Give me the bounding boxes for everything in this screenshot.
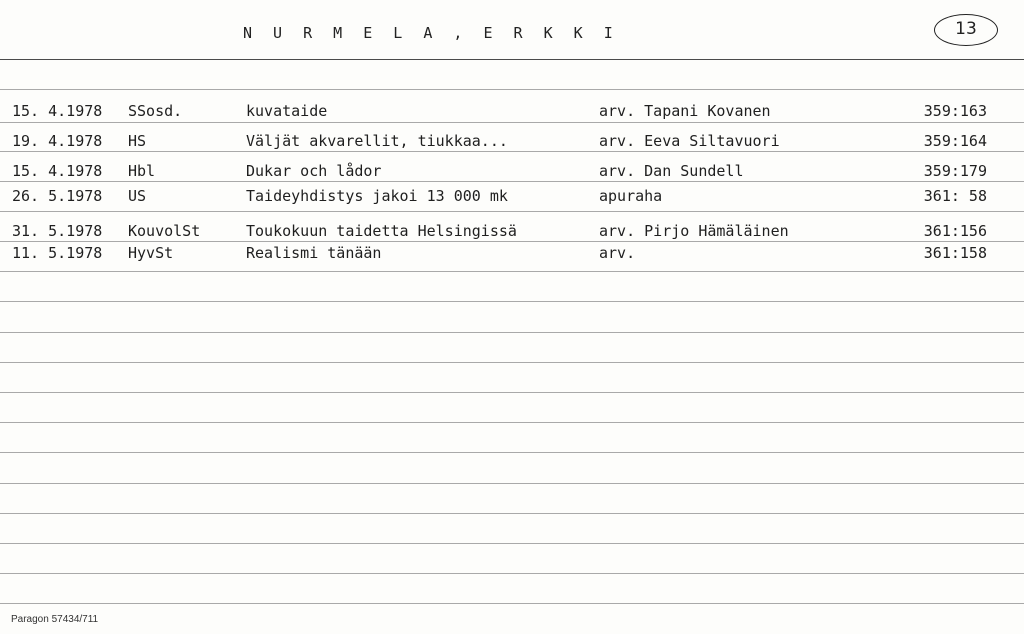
ruled-line	[0, 483, 1024, 484]
ruled-line	[0, 392, 1024, 393]
entry-row	[0, 244, 1024, 264]
entry-date: 26. 5.1978	[12, 187, 103, 205]
card-sequence-number: 13	[934, 14, 998, 46]
entry-reference: 361:156	[923, 222, 987, 240]
card-print-mark: Paragon 57434/711	[11, 614, 99, 625]
ruled-line	[0, 452, 1024, 453]
ruled-line	[0, 513, 1024, 514]
entry-date: 11. 5.1978	[12, 244, 103, 262]
entry-source: Hbl	[128, 162, 156, 180]
ruled-line	[0, 89, 1024, 90]
entry-author: apuraha	[599, 187, 663, 205]
entry-author: arv. Tapani Kovanen	[599, 102, 771, 120]
entry-title: Realismi tänään	[246, 244, 382, 262]
entry-source: HS	[128, 132, 147, 150]
entry-date: 31. 5.1978	[12, 222, 103, 240]
ruled-line	[0, 573, 1024, 574]
ruled-line	[0, 332, 1024, 333]
card-name-heading: N U R M E L A , E R K K I	[243, 24, 619, 42]
entry-source: HyvSt	[128, 244, 174, 262]
entry-title: Dukar och lådor	[246, 162, 382, 180]
ruled-line	[0, 422, 1024, 423]
header-rule	[0, 59, 1024, 60]
entry-date: 19. 4.1978	[12, 132, 103, 150]
entry-title: Taideyhdistys jakoi 13 000 mk	[246, 187, 508, 205]
ruled-line	[0, 362, 1024, 363]
entry-author: arv. Dan Sundell	[599, 162, 744, 180]
entry-source: KouvolSt	[128, 222, 201, 240]
ruled-line	[0, 122, 1024, 123]
ruled-line	[0, 543, 1024, 544]
entry-reference: 359:164	[923, 132, 987, 150]
ruled-line	[0, 301, 1024, 302]
entry-source: SSosd.	[128, 102, 183, 120]
entry-reference: 359:163	[923, 102, 987, 120]
ruled-line	[0, 211, 1024, 212]
entry-row	[0, 132, 1024, 152]
entry-source: US	[128, 187, 147, 205]
entry-title: Väljät akvarellit, tiukkaa...	[246, 132, 508, 150]
entry-row	[0, 187, 1024, 207]
entry-author: arv.	[599, 244, 636, 262]
entry-title: Toukokuun taidetta Helsingissä	[246, 222, 517, 240]
entry-row	[0, 102, 1024, 122]
ruled-line	[0, 603, 1024, 604]
entry-date: 15. 4.1978	[12, 162, 103, 180]
entry-author: arv. Eeva Siltavuori	[599, 132, 780, 150]
entry-row	[0, 162, 1024, 182]
entry-title: kuvataide	[246, 102, 328, 120]
entry-reference: 361: 58	[923, 187, 987, 205]
entry-reference: 359:179	[923, 162, 987, 180]
entry-date: 15. 4.1978	[12, 102, 103, 120]
entry-author: arv. Pirjo Hämäläinen	[599, 222, 789, 240]
entry-row	[0, 222, 1024, 242]
ruled-line	[0, 271, 1024, 272]
entry-reference: 361:158	[923, 244, 987, 262]
